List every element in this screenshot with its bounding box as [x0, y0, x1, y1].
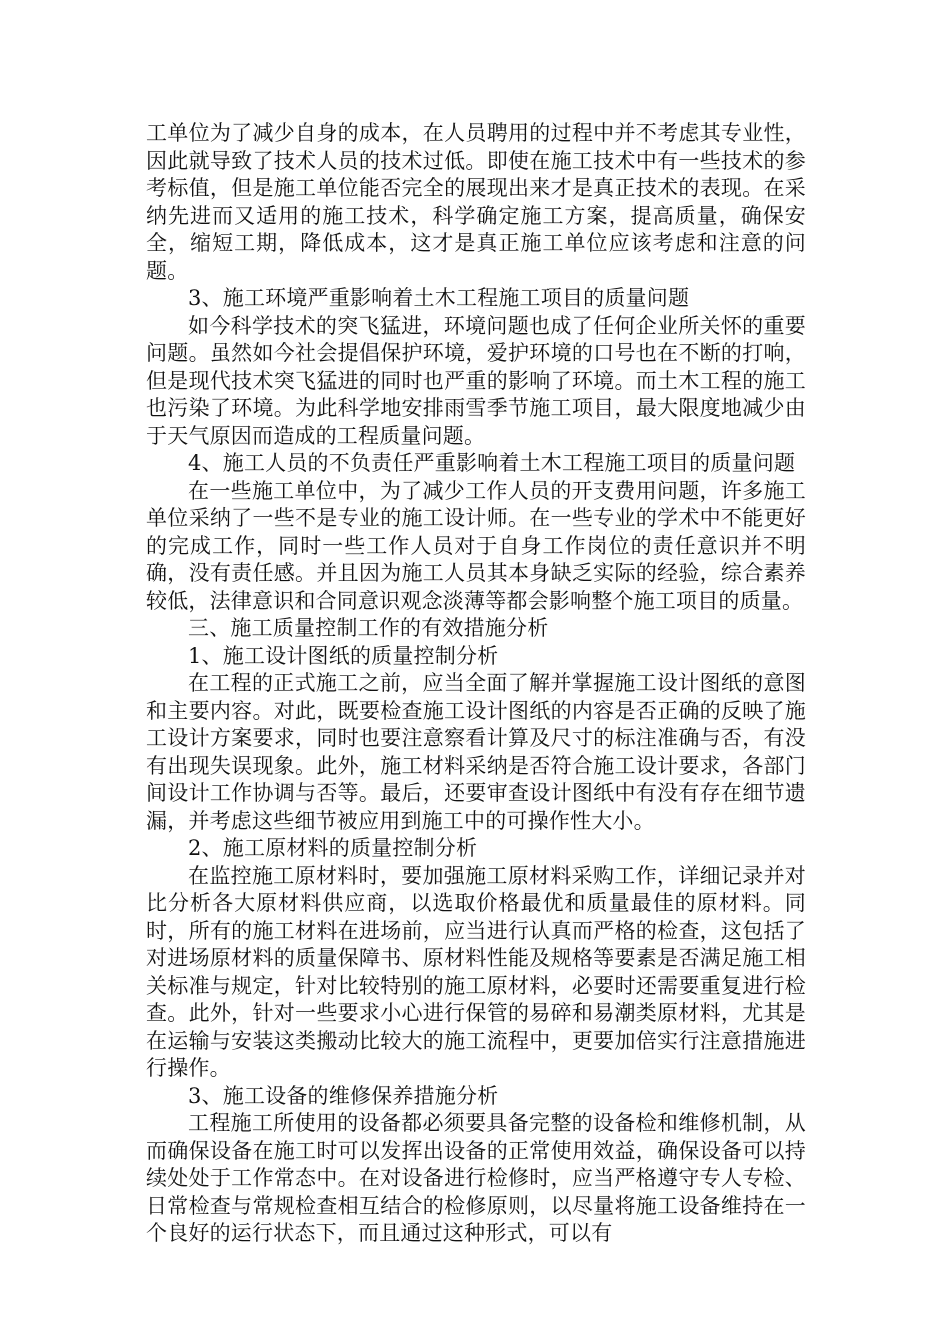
section-heading: 3、施工设备的维修保养措施分析	[188, 1083, 499, 1108]
section-heading: 2、施工原材料的质量控制分析	[188, 836, 478, 860]
body-paragraph: 在工程的正式施工之前，应当全面了解并掌握施工设计图纸的意图和主要内容。对此，既要检查施工设计图纸的内容是否正确的反映了施工设计方案要求，同时也要注意察看计算及尺寸的标注准确与否，有没有出现失误现象。此外，施工材料采纳是否符合施工设计要求，各部门间设计工作协调与否等。最后，还要审查设计图纸中有没有存在细节遗漏，并考虑这些细节被应用到施工中的可操作性大小。	[146, 671, 806, 833]
section-heading: 4、施工人员的不负责任严重影响着土木工程施工项目的质量问题	[188, 451, 796, 475]
document-body	[146, 120, 806, 1248]
section-heading: 3、施工环境严重影响着土木工程施工项目的质量问题	[188, 286, 690, 310]
body-paragraph: 在监控施工原材料时，要加强施工原材料采购工作，详细记录并对比分析各大原材料供应商，以选取价格最优和质量最佳的原材料。同时，所有的施工材料在进场前，应当进行认真而严格的检查，这包括了对进场原材料的质量保障书、原材料性能及规格等要素是否满足施工相关标准与规定，针对比较特别的施工原材料，必要时还需要重复进行检查。此外，针对一些要求小心进行保管的易碎和易潮类原材料，尤其是在运输与安装这类搬动比较大的施工流程中，更要加倍实行注意措施进行操作。	[146, 863, 806, 1080]
section-heading: 1、施工设计图纸的质量控制分析	[188, 643, 499, 668]
body-paragraph: 在一些施工单位中，为了减少工作人员的开支费用问题，许多施工单位采纳了一些不是专业的施工设计师。在一些专业的学术中不能更好的完成工作，同时一些工作人员对于自身工作岗位的责任意识并不明确，没有责任感。并且因为施工人员其本身缺乏实际的经验，综合素养较低，法律意识和合同意识观念淡薄等都会影响整个施工项目的质量。	[146, 478, 806, 613]
chapter-heading: 三、施工质量控制工作的有效措施分析	[188, 616, 549, 640]
body-paragraph: 如今科学技术的突飞猛进，环境问题也成了任何企业所关怀的重要问题。虽然如今社会提倡保护环境，爱护环境的口号也在不断的打响，但是现代技术突飞猛进的同时也严重的影响了环境。而土木工程的施工也污染了环境。为此科学地安排雨雪季节施工项目，最大限度地减少由于天气原因而造成的工程质量问题。	[146, 313, 806, 448]
body-paragraph: 工程施工所使用的设备都必须要具备完整的设备检和维修机制，从而确保设备在施工时可以发挥出设备的正常使用效益，确保设备可以持续处处于工作常态中。在对设备进行检修时，应当严格遵守专人专检、日常检查与常规检查相互结合的检修原则，以尽量将施工设备维持在一个良好的运行状态下，而且通过这种形式，可以有	[146, 1111, 806, 1245]
body-paragraph: 工单位为了减少自身的成本，在人员聘用的过程中并不考虑其专业性，因此就导致了技术人员的技术过低。即使在施工技术中有一些技术的参考标值，但是施工单位能否完全的展现出来才是真正技术的表现。在采纳先进而又适用的施工技术，科学确定施工方案，提高质量，确保安全，缩短工期，降低成本，这才是真正施工单位应该考虑和注意的问题。	[146, 121, 806, 283]
